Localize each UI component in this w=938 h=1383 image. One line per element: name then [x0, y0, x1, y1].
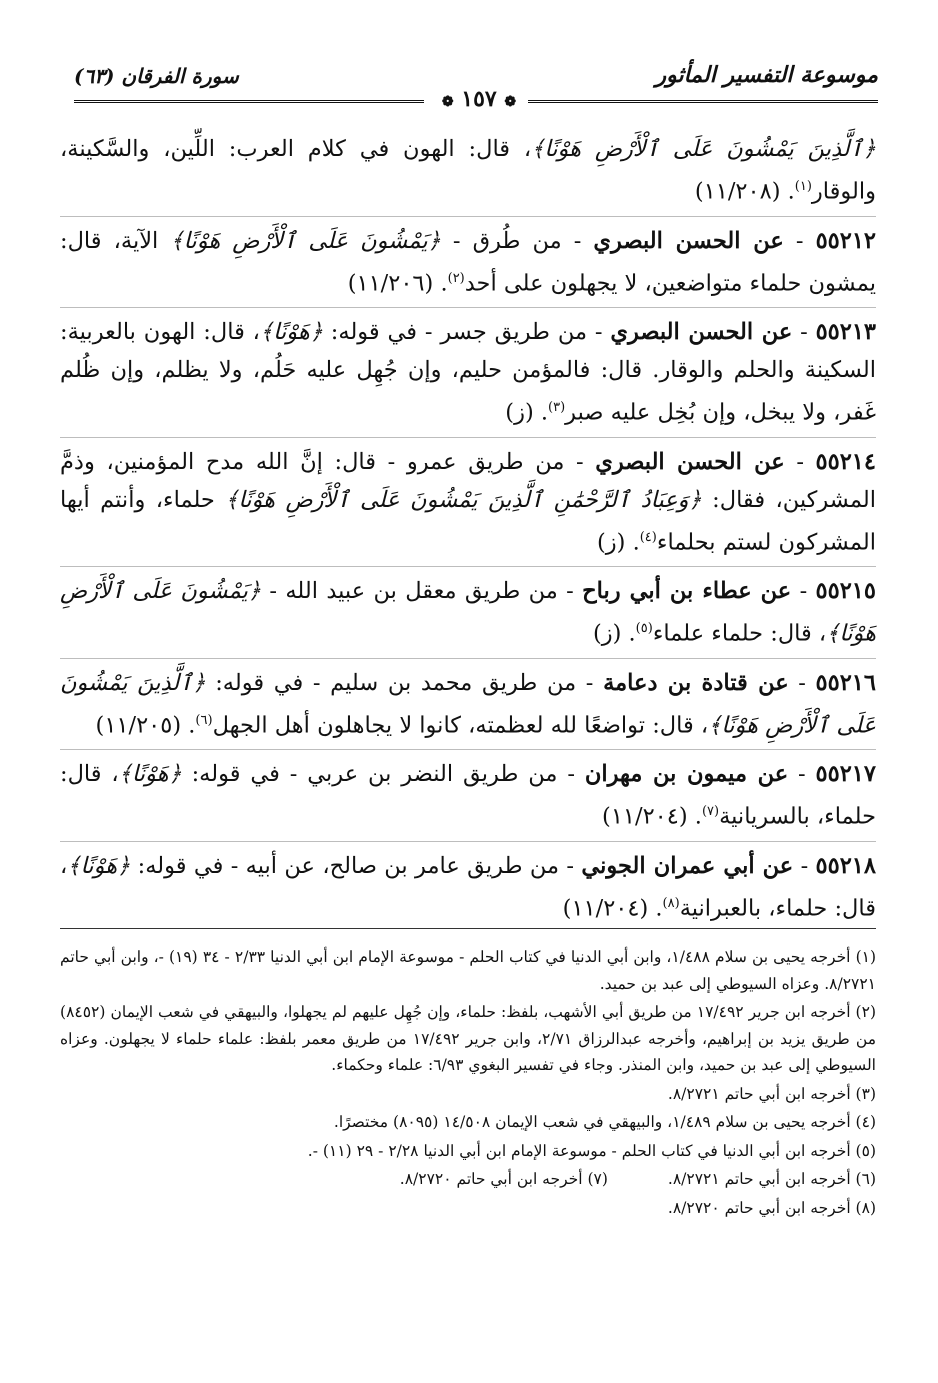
page-number-group [430, 86, 528, 112]
entry-chain: - من طُرق - [440, 227, 594, 254]
entry-chain: - من طريق النضر بن عربي - في قوله: [181, 761, 585, 787]
entry-text: ، قال: حلماء علماء [652, 620, 827, 647]
entry-text: ، قال: حلماء، بالسريانية [60, 761, 876, 830]
footnotes [60, 944, 876, 1223]
entry-chain: - من طريق عمرو - قال: إنَّ الله مدح المؤمنين، وذمَّ المشركين، فقال: [60, 448, 876, 513]
entry-number: ٥٥٢١٨ [815, 852, 876, 879]
narrator-name: عن قتادة بن دعامة [603, 669, 789, 696]
entry-chain: - من طريق معقل بن عبيد الله - [261, 578, 583, 604]
entry-text: ، قال: الهون في كلام العرب: اللِّين، والسَّكينة، والوقار [60, 136, 876, 205]
entry-number: ٥٥٢١٦ [815, 669, 876, 696]
footnote-5: (٥) أخرجه ابن أبي الدنيا في كتاب الحلم - موسوعة الإمام ابن أبي الدنيا ٢/٢٨ - ٢٩ (١١) -. [307, 1141, 876, 1160]
footnote-1: (١) أخرجه يحيى بن سلام ١/٤٨٨، وابن أبي الدنيا في كتاب الحلم - موسوعة الإمام ابن أبي الدنيا ٢/٣٣ - ٣٤ (١٩) -، وابن أبي حاتم ٨/٢٧٢١. وعزاه السيوطي إلى عبد بن حميد. [60, 948, 877, 993]
cross-reference: (ز) [596, 529, 626, 555]
page-header [74, 62, 878, 112]
entry-number: ٥٥٢١٤ [815, 448, 876, 475]
footnote-2: (٢) أخرجه ابن جرير ١٧/٤٩٢ من طريق أبي الأشهب، بلفظ: حلماء، وإن جُهِل عليهم لم يجهلوا، والبيهقي في شعب الإيمان (٨٤٥٢) من طريق يزيد بن إبراهيم، وأخرجه عبدالرزاق ٢/٧١، وابن جرير ١٧/٤٩٢ من طريق معمر بلفظ: علماء حلماء لا يجهلون. وعزاه السيوطي إلى عبد بن حميد، وابن المنذر. وجاء في تفسير البغوي ٦/٩٣: علماء وحكماء. [60, 1003, 877, 1074]
narrator-name: عن أبي عمران الجوني [581, 852, 794, 879]
footnote-7: (٧) أخرجه ابن أبي حاتم ٨/٢٧٢٠. [399, 1170, 608, 1188]
entry-55212: ٥٥٢١٢ - عن الحسن البصري - من طُرق - ﴿يَمْشُونَ عَلَى ٱلْأَرْضِ هَوْنًا﴾ الآية، قال: يمشون حلماء متواضعين، لا يجهلون على أحد$^{(٢)}$. (١١/٢٠٦) [60, 227, 876, 296]
entry-chain: - من طريق عامر بن صالح، عن أبيه - في قوله: [130, 852, 582, 879]
cross-reference: (ز) [592, 620, 622, 647]
cross-reference: (١١/٢٠٥) [95, 712, 182, 738]
quran-quote: ﴿وَعِبَادُ ٱلرَّحْمَٰنِ ٱلَّذِينَ يَمْشُونَ عَلَى ٱلْأَرْضِ هَوْنًا﴾ [225, 486, 702, 513]
header-rule-right [528, 100, 878, 103]
entry-number: ٥٥٢١٥ [815, 578, 876, 604]
entry-divider [60, 307, 876, 308]
narrator-name: عن الحسن البصري [595, 448, 785, 475]
footnote-marker: (٢) [447, 270, 465, 286]
entry-divider [60, 841, 876, 842]
page-number: ١٥٧ [461, 86, 497, 112]
footnote-marker: (٤) [639, 529, 657, 545]
book-title: موسوعة التفسير المأثور [655, 62, 878, 88]
footnote-marker: (٨) [662, 895, 680, 911]
footnote-marker: (٧) [701, 804, 720, 819]
entry-number: ٥٥٢١٣ [815, 319, 877, 345]
entry-55217: ٥٥٢١٧ - عن ميمون بن مهران - من طريق النضر بن عربي - في قوله: ﴿هَوْنًا﴾، قال: حلماء، بالسريانية$^{(٧)}$. (١١/٢٠٤) [60, 761, 876, 830]
cross-reference: (١١/٢٠٨) [694, 178, 781, 205]
footnote-8: (٨) أخرجه ابن أبي حاتم ٨/٢٧٢٠. [667, 1198, 876, 1217]
ornament-icon: ❁ [441, 94, 454, 110]
entry-divider [60, 658, 876, 659]
quran-quote: ﴿هَوْنًا﴾ [67, 852, 131, 879]
quran-quote: ﴿هَوْنًا﴾ [118, 761, 182, 787]
cross-reference: (١١/٢٠٤) [602, 803, 688, 830]
entry-chain: - من طريق محمد بن سليم - في قوله: [205, 669, 604, 696]
main-text [60, 130, 876, 932]
footnote-marker: (٦) [195, 712, 213, 728]
entry-55213: ٥٥٢١٣ - عن الحسن البصري - من طريق جسر - في قوله: ﴿هَوْنًا﴾، قال: الهون بالعربية: السكينة والحلم والوقار. قال: فالمؤمن حليم، وإن جُهِل عليه حَلُم، ولا يظلم، وإن ظُلم غَفر، ولا يبخل، وإن بُخِل عليه صبر$^{(٣)}$. (ز) [60, 319, 877, 426]
entry-continuation: ﴿ٱلَّذِينَ يَمْشُونَ عَلَى ٱلْأَرْضِ هَوْنًا﴾، قال: الهون في كلام العرب: اللِّين، والسَّكينة، والوقار$^{(١)}$. (١١/٢٠٨) [60, 136, 876, 205]
narrator-name: عن عطاء بن أبي رباح [582, 578, 792, 604]
entry-text: ، قال: الهون بالعربية: السكينة والحلم والوقار. قال: فالمؤمن حليم، وإن جُهِل عليه حَلُم، ولا يظلم، وإن ظُلم غَفر، ولا يبخل، وإن بُخِل عليه صبر [60, 319, 876, 426]
entry-chain: - من طريق جسر - في قوله: [322, 319, 611, 345]
footnote-marker: (١) [794, 179, 812, 194]
footnote-6: (٦) أخرجه ابن أبي حاتم ٨/٢٧٢١. [667, 1170, 876, 1188]
entry-text: الآية، قال: يمشون حلماء متواضعين، لا يجهلون على أحد [60, 227, 876, 296]
cross-reference: (ز) [505, 399, 534, 426]
quran-quote: ﴿يَمْشُونَ عَلَى ٱلْأَرْضِ هَوْنًا﴾ [60, 578, 876, 647]
entry-55216: ٥٥٢١٦ - عن قتادة بن دعامة - من طريق محمد بن سليم - في قوله: ﴿ٱلَّذِينَ يَمْشُونَ عَلَى ٱلْأَرْضِ هَوْنًا﴾، قال: تواضعًا لله لعظمته، كانوا لا يجاهلون أهل الجهل$^{(٦)}$. (١١/٢٠٥) [60, 669, 876, 738]
entry-divider [60, 437, 876, 438]
ornament-icon: ❁ [504, 94, 517, 110]
cross-reference: (١١/٢٠٤) [562, 895, 649, 921]
footnote-3: (٣) أخرجه ابن أبي حاتم ٨/٢٧٢١. [667, 1084, 876, 1103]
entry-number: ٥٥٢١٢ [815, 227, 876, 254]
entry-text: ، قال: حلماء، بالعبرانية [60, 852, 876, 921]
quran-quote: ﴿ٱلَّذِينَ يَمْشُونَ عَلَى ٱلْأَرْضِ هَوْنًا﴾ [531, 136, 876, 162]
cross-reference: (١١/٢٠٦) [347, 270, 434, 296]
quran-quote: ﴿هَوْنًا﴾ [259, 319, 323, 345]
quran-quote: ﴿يَمْشُونَ عَلَى ٱلْأَرْضِ هَوْنًا﴾ [170, 227, 441, 254]
header-rule-left [74, 100, 424, 103]
entry-divider [60, 216, 876, 217]
footnote-row [60, 1166, 876, 1193]
entry-divider [60, 749, 876, 750]
entry-text: ، قال: تواضعًا لله لعظمته، كانوا لا يجاهلون أهل الجهل [212, 712, 709, 738]
entry-number: ٥٥٢١٧ [815, 761, 876, 787]
narrator-name: عن الحسن البصري [593, 227, 784, 254]
entry-text: حلماء، وأنتم أيها المشركون لستم بحلماء [60, 486, 876, 555]
footnote-marker: (٣) [548, 400, 566, 415]
surah-title: سورة الفرقان (٦٣) [74, 64, 239, 88]
entry-55215: ٥٥٢١٥ - عن عطاء بن أبي رباح - من طريق معقل بن عبيد الله - ﴿يَمْشُونَ عَلَى ٱلْأَرْضِ هَوْنًا﴾، قال: حلماء علماء$^{(٥)}$. (ز) [60, 578, 876, 647]
narrator-name: عن ميمون بن مهران [584, 761, 789, 787]
entry-55214: ٥٥٢١٤ - عن الحسن البصري - من طريق عمرو - قال: إنَّ الله مدح المؤمنين، وذمَّ المشركين، فقال: ﴿وَعِبَادُ ٱلرَّحْمَٰنِ ٱلَّذِينَ يَمْشُونَ عَلَى ٱلْأَرْضِ هَوْنًا﴾ حلماء، وأنتم أيها المشركون لستم بحلماء$^{(٤)}$. (ز) [60, 448, 876, 555]
narrator-name: عن الحسن البصري [610, 319, 793, 345]
footnote-separator [60, 928, 876, 929]
quran-quote: ﴿ٱلَّذِينَ يَمْشُونَ عَلَى ٱلْأَرْضِ هَوْنًا﴾ [60, 669, 876, 738]
footnote-4: (٤) أخرجه يحيى بن سلام ١/٤٨٩، والبيهقي في شعب الإيمان ١٤/٥٠٨ (٨٠٩٥) مختصرًا. [333, 1113, 876, 1131]
entry-divider [60, 566, 876, 567]
entry-55218: ٥٥٢١٨ - عن أبي عمران الجوني - من طريق عامر بن صالح، عن أبيه - في قوله: ﴿هَوْنًا﴾، قال: حلماء، بالعبرانية$^{(٨)}$. (١١/٢٠٤) [60, 852, 876, 921]
footnote-marker: (٥) [635, 621, 653, 636]
